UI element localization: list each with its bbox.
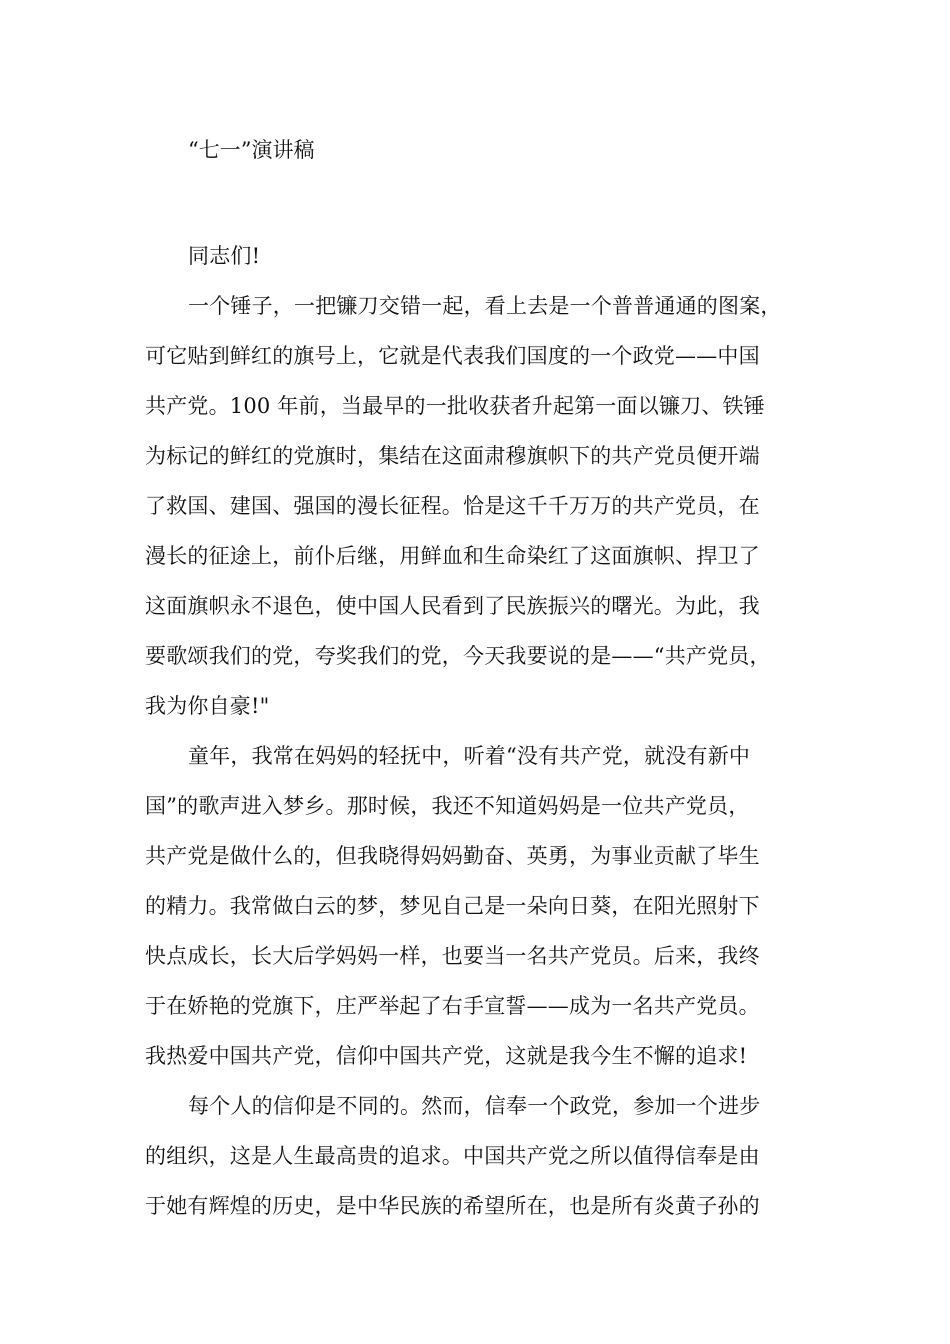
paragraph-line: 我为你自豪!": [145, 694, 270, 718]
paragraph-line: 快点成长，长大后学妈妈一样，也要当一名共产党员。后来，我终: [145, 944, 760, 968]
greeting-paragraph: [145, 231, 809, 281]
document-body: [145, 231, 809, 1231]
paragraph-line: 国”的歌声进入梦乡。那时候，我还不知道妈妈是一位共产党员，: [145, 794, 750, 818]
paragraph-line: 这面旗帜永不退色，使中国人民看到了民族振兴的曙光。为此，我: [145, 594, 760, 618]
paragraph-line: 可它贴到鲜红的旗号上，它就是代表我们国度的一个政党——中国: [145, 344, 760, 368]
paragraph-line: 漫长的征途上，前仆后继，用鲜血和生命染红了这面旗帜、捍卫了: [145, 544, 760, 568]
paragraph-line: 为标记的鲜红的党旗时，集结在这面肃穆旗帜下的共产党员便开端: [145, 444, 760, 468]
paragraph-line: 共产党是做什么的，但我晓得妈妈勤奋、英勇，为事业贡献了毕生: [145, 844, 760, 868]
paragraph-line: 一个锤子，一把镰刀交错一起，看上去是一个普普通通的图案，: [188, 294, 782, 318]
paragraph-line: 要歌颂我们的党，夸奖我们的党，今天我要说的是——“共产党员，: [145, 644, 771, 668]
paragraph-line: 于在娇艳的党旗下，庄严举起了右手宣誓——成为一名共产党员。: [145, 994, 760, 1018]
paragraph-line: 的精力。我常做白云的梦，梦见自己是一朵向日葵，在阳光照射下: [145, 894, 760, 918]
paragraph-line: 每个人的信仰是不同的。然而，信奉一个政党，参加一个进步: [188, 1094, 761, 1118]
paragraph-line: 共产党。100 年前，当最早的一批收获者升起第一面以镰刀、铁锤: [145, 394, 765, 418]
paragraph-line: 我热爱中国共产党，信仰中国共产党，这就是我今生不懈的追求!: [145, 1044, 748, 1068]
paragraph-line: 童年，我常在妈妈的轻抚中，听着“没有共产党，就没有新中: [188, 744, 751, 768]
paragraph-line: 了救国、建国、强国的漫长征程。恰是这千千万万的共产党员，在: [145, 494, 760, 518]
paragraph-line: 的组织，这是人生最高贵的追求。中国共产党之所以值得信奉是由: [145, 1144, 760, 1168]
paragraph-1: [145, 281, 809, 731]
greeting-line: 同志们!: [188, 244, 261, 268]
paragraph-line: 于她有辉煌的历史，是中华民族的希望所在，也是所有炎黄子孙的: [145, 1194, 760, 1218]
paragraph-3: [145, 1081, 809, 1231]
document-title: “七一”演讲稿: [188, 138, 315, 162]
paragraph-2: [145, 731, 809, 1081]
